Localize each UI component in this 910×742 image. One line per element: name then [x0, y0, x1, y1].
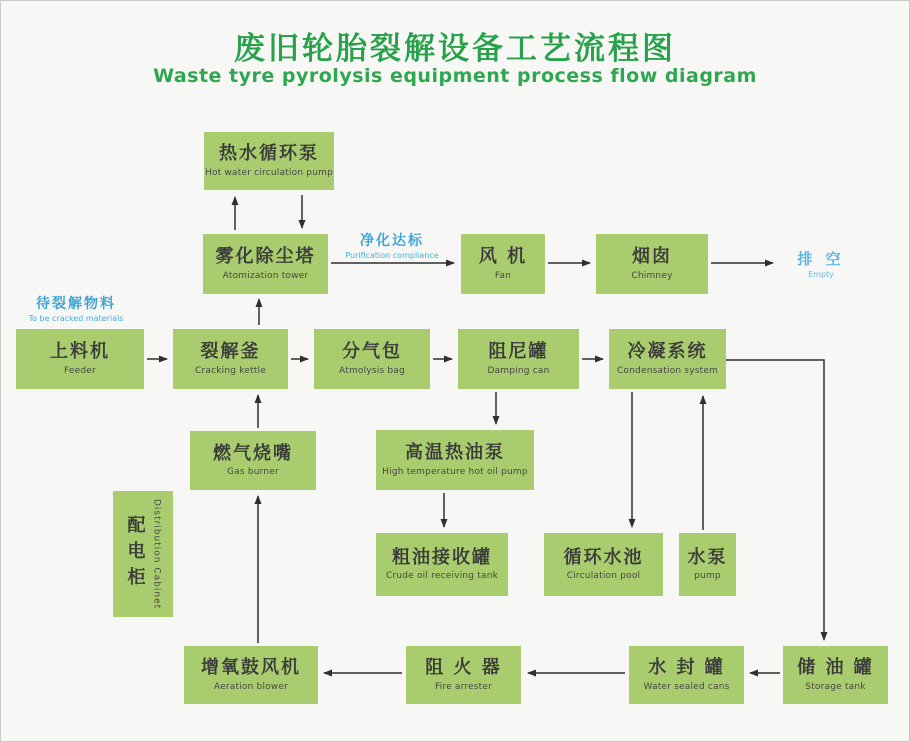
arrow-condensation-to-storagetank [726, 360, 824, 640]
feeder-label-en: Feeder [64, 365, 96, 376]
chimney-label-en: Chimney [631, 270, 673, 281]
atomization-tower-label-zh: 雾化除尘塔 [215, 246, 316, 268]
node-high-temperature-hot-oil-pump [376, 430, 534, 490]
node-storage-tank [783, 646, 888, 704]
gas-burner-label-en: Gas burner [227, 467, 279, 478]
node-condensation-system [609, 329, 726, 389]
water-sealed-cans-label-en: Water sealed cans [643, 681, 730, 692]
hot-oil-pump-label-zh: 高温热油泵 [405, 442, 505, 464]
storage-tank-label-en: Storage tank [805, 681, 866, 692]
aeration-blower-label-zh: 增氧鼓风机 [201, 657, 301, 679]
water-pump-label-en: pump [694, 571, 721, 582]
atomization-tower-label-en: Atomization tower [222, 270, 309, 281]
storage-tank-label-zh: 储 油 罐 [797, 657, 874, 679]
node-hot-water-circulation-pump [204, 132, 334, 190]
label-purification-compliance [333, 230, 451, 260]
node-fan [461, 234, 545, 294]
node-gas-burner [190, 431, 316, 490]
damping-can-label-zh: 阻尼罐 [488, 341, 549, 363]
atmolysis-bag-label-en: Atmolysis bag [339, 365, 405, 376]
node-feeder [16, 329, 144, 389]
distribution-cabinet-label-zh: 配电柜 [124, 515, 146, 593]
circulation-pool-label-zh: 循环水池 [563, 546, 644, 568]
purification-label-en: Purification compliance [345, 251, 439, 260]
node-distribution-cabinet [113, 491, 173, 617]
feeder-label-zh: 上料机 [50, 341, 110, 363]
node-fire-arrester [406, 646, 521, 704]
fire-arrester-label-en: Fire arrester [434, 681, 493, 692]
damping-can-label-en: Damping can [487, 365, 550, 376]
water-pump-label-zh: 水泵 [687, 546, 728, 568]
hot-oil-pump-label-en: High temperature hot oil pump [382, 466, 528, 477]
to-be-cracked-label-en: To be cracked materials [28, 314, 124, 323]
node-atomization-tower [203, 234, 328, 294]
label-empty [786, 248, 856, 279]
condensation-system-label-zh: 冷凝系统 [627, 341, 708, 363]
empty-label-zh: 排 空 [797, 250, 845, 268]
node-aeration-blower [184, 646, 318, 704]
chimney-label-zh: 烟囱 [632, 246, 672, 268]
node-circulation-pool [544, 533, 663, 596]
hot-water-pump-label-en: Hot water circulation pump [205, 167, 333, 178]
label-to-be-cracked-materials [11, 293, 141, 323]
water-sealed-cans-label-zh: 水 封 罐 [648, 657, 725, 679]
fan-label-zh: 风 机 [478, 246, 528, 268]
to-be-cracked-label-zh: 待裂解物料 [36, 296, 116, 312]
node-cracking-kettle [173, 329, 288, 389]
circulation-pool-label-en: Circulation pool [566, 571, 641, 582]
atmolysis-bag-label-zh: 分气包 [342, 341, 402, 363]
node-water-sealed-cans [629, 646, 744, 704]
node-chimney [596, 234, 708, 294]
crude-oil-tank-label-zh: 粗油接收罐 [392, 546, 492, 568]
page-subtitle: Waste tyre pyrolysis equipment process flow diagram [153, 65, 757, 87]
node-atmolysis-bag [314, 329, 430, 389]
node-water-pump [679, 533, 736, 596]
cracking-kettle-label-en: Cracking kettle [195, 365, 266, 376]
node-damping-can [458, 329, 579, 389]
node-crude-oil-receiving-tank [376, 533, 508, 596]
condensation-system-label-en: Condensation system [616, 365, 719, 376]
fan-label-en: Fan [494, 270, 512, 281]
cracking-kettle-label-zh: 裂解釜 [200, 341, 261, 363]
crude-oil-tank-label-en: Crude oil receiving tank [385, 571, 499, 582]
empty-label-en: Empty [808, 270, 834, 279]
purification-label-zh: 净化达标 [360, 233, 424, 249]
gas-burner-label-zh: 燃气烧嘴 [213, 442, 293, 464]
page-title: 废旧轮胎裂解设备工艺流程图 [234, 31, 676, 67]
fire-arrester-label-zh: 阻 火 器 [425, 657, 502, 679]
hot-water-pump-label-zh: 热水循环泵 [219, 143, 319, 165]
distribution-cabinet-label-en: Distribution Cabinet [151, 498, 162, 610]
aeration-blower-label-en: Aeration blower [213, 681, 289, 692]
